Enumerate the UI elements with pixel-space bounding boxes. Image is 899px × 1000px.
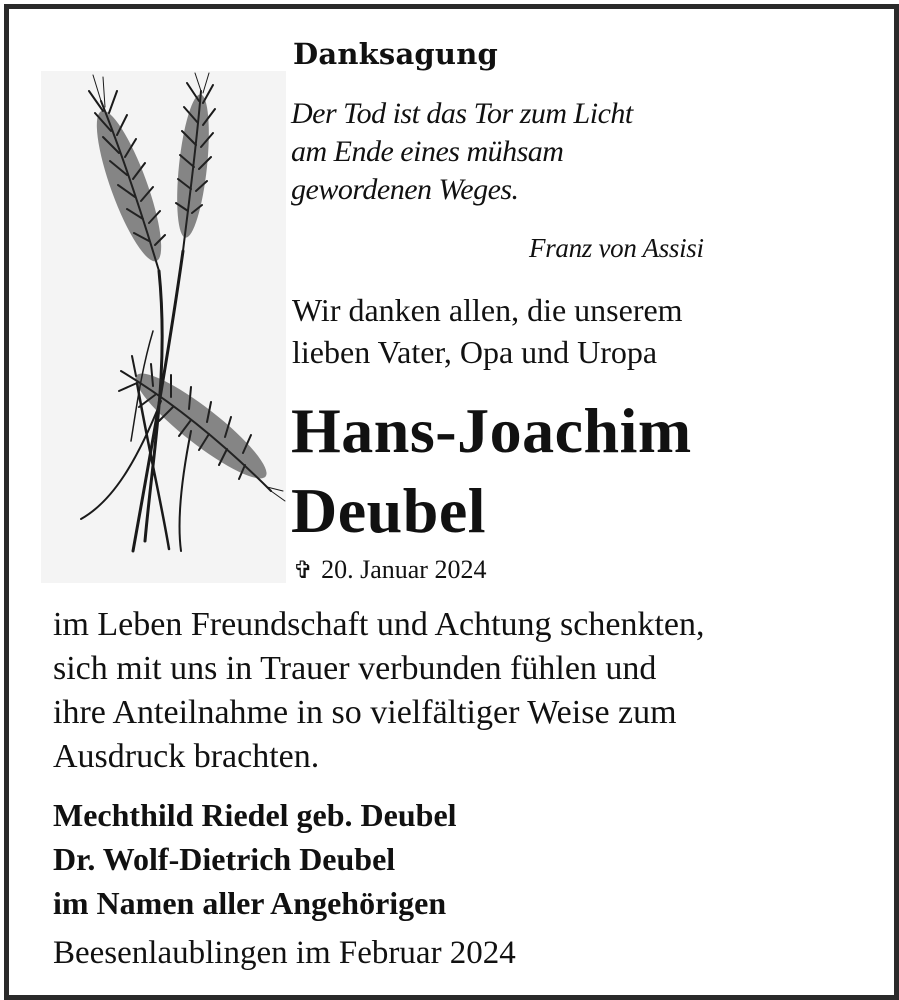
deceased-name <box>291 391 692 551</box>
deceased-first-name: Hans-Joachim <box>291 395 692 466</box>
notice-heading: Danksagung <box>293 37 498 71</box>
death-date: 20. Januar 2024 <box>321 555 487 584</box>
signers <box>53 793 457 925</box>
intro-text <box>292 289 683 373</box>
body-line: sich mit uns in Trauer verbunden fühlen und <box>53 650 657 687</box>
cross-icon: ✞ <box>293 558 314 584</box>
intro-line: Wir danken allen, die unserem <box>292 292 683 328</box>
wheat-ears-icon <box>41 71 286 583</box>
intro-line: lieben Vater, Opa und Uropa <box>292 334 658 370</box>
obituary-notice <box>4 4 899 1000</box>
body-line: ihre Anteilnahme in so vielfältiger Weise zum <box>53 694 677 731</box>
deceased-last-name: Deubel <box>291 475 486 546</box>
quote <box>291 95 633 209</box>
signer: im Namen aller Angehörigen <box>53 885 447 921</box>
body-text <box>53 603 705 779</box>
quote-line: am Ende eines mühsam <box>291 135 564 168</box>
signer: Mechthild Riedel geb. Deubel <box>53 797 457 833</box>
place-date: Beesenlaublingen im Februar 2024 <box>53 935 516 971</box>
quote-line: gewordenen Weges. <box>291 173 519 206</box>
quote-line: Der Tod ist das Tor zum Licht <box>291 97 633 130</box>
signer: Dr. Wolf-Dietrich Deubel <box>53 841 396 877</box>
death-date-line <box>293 555 486 585</box>
quote-author: Franz von Assisi <box>529 233 704 263</box>
body-line: Ausdruck brachten. <box>53 738 320 775</box>
body-line: im Leben Freundschaft und Achtung schenkten, <box>53 606 705 643</box>
